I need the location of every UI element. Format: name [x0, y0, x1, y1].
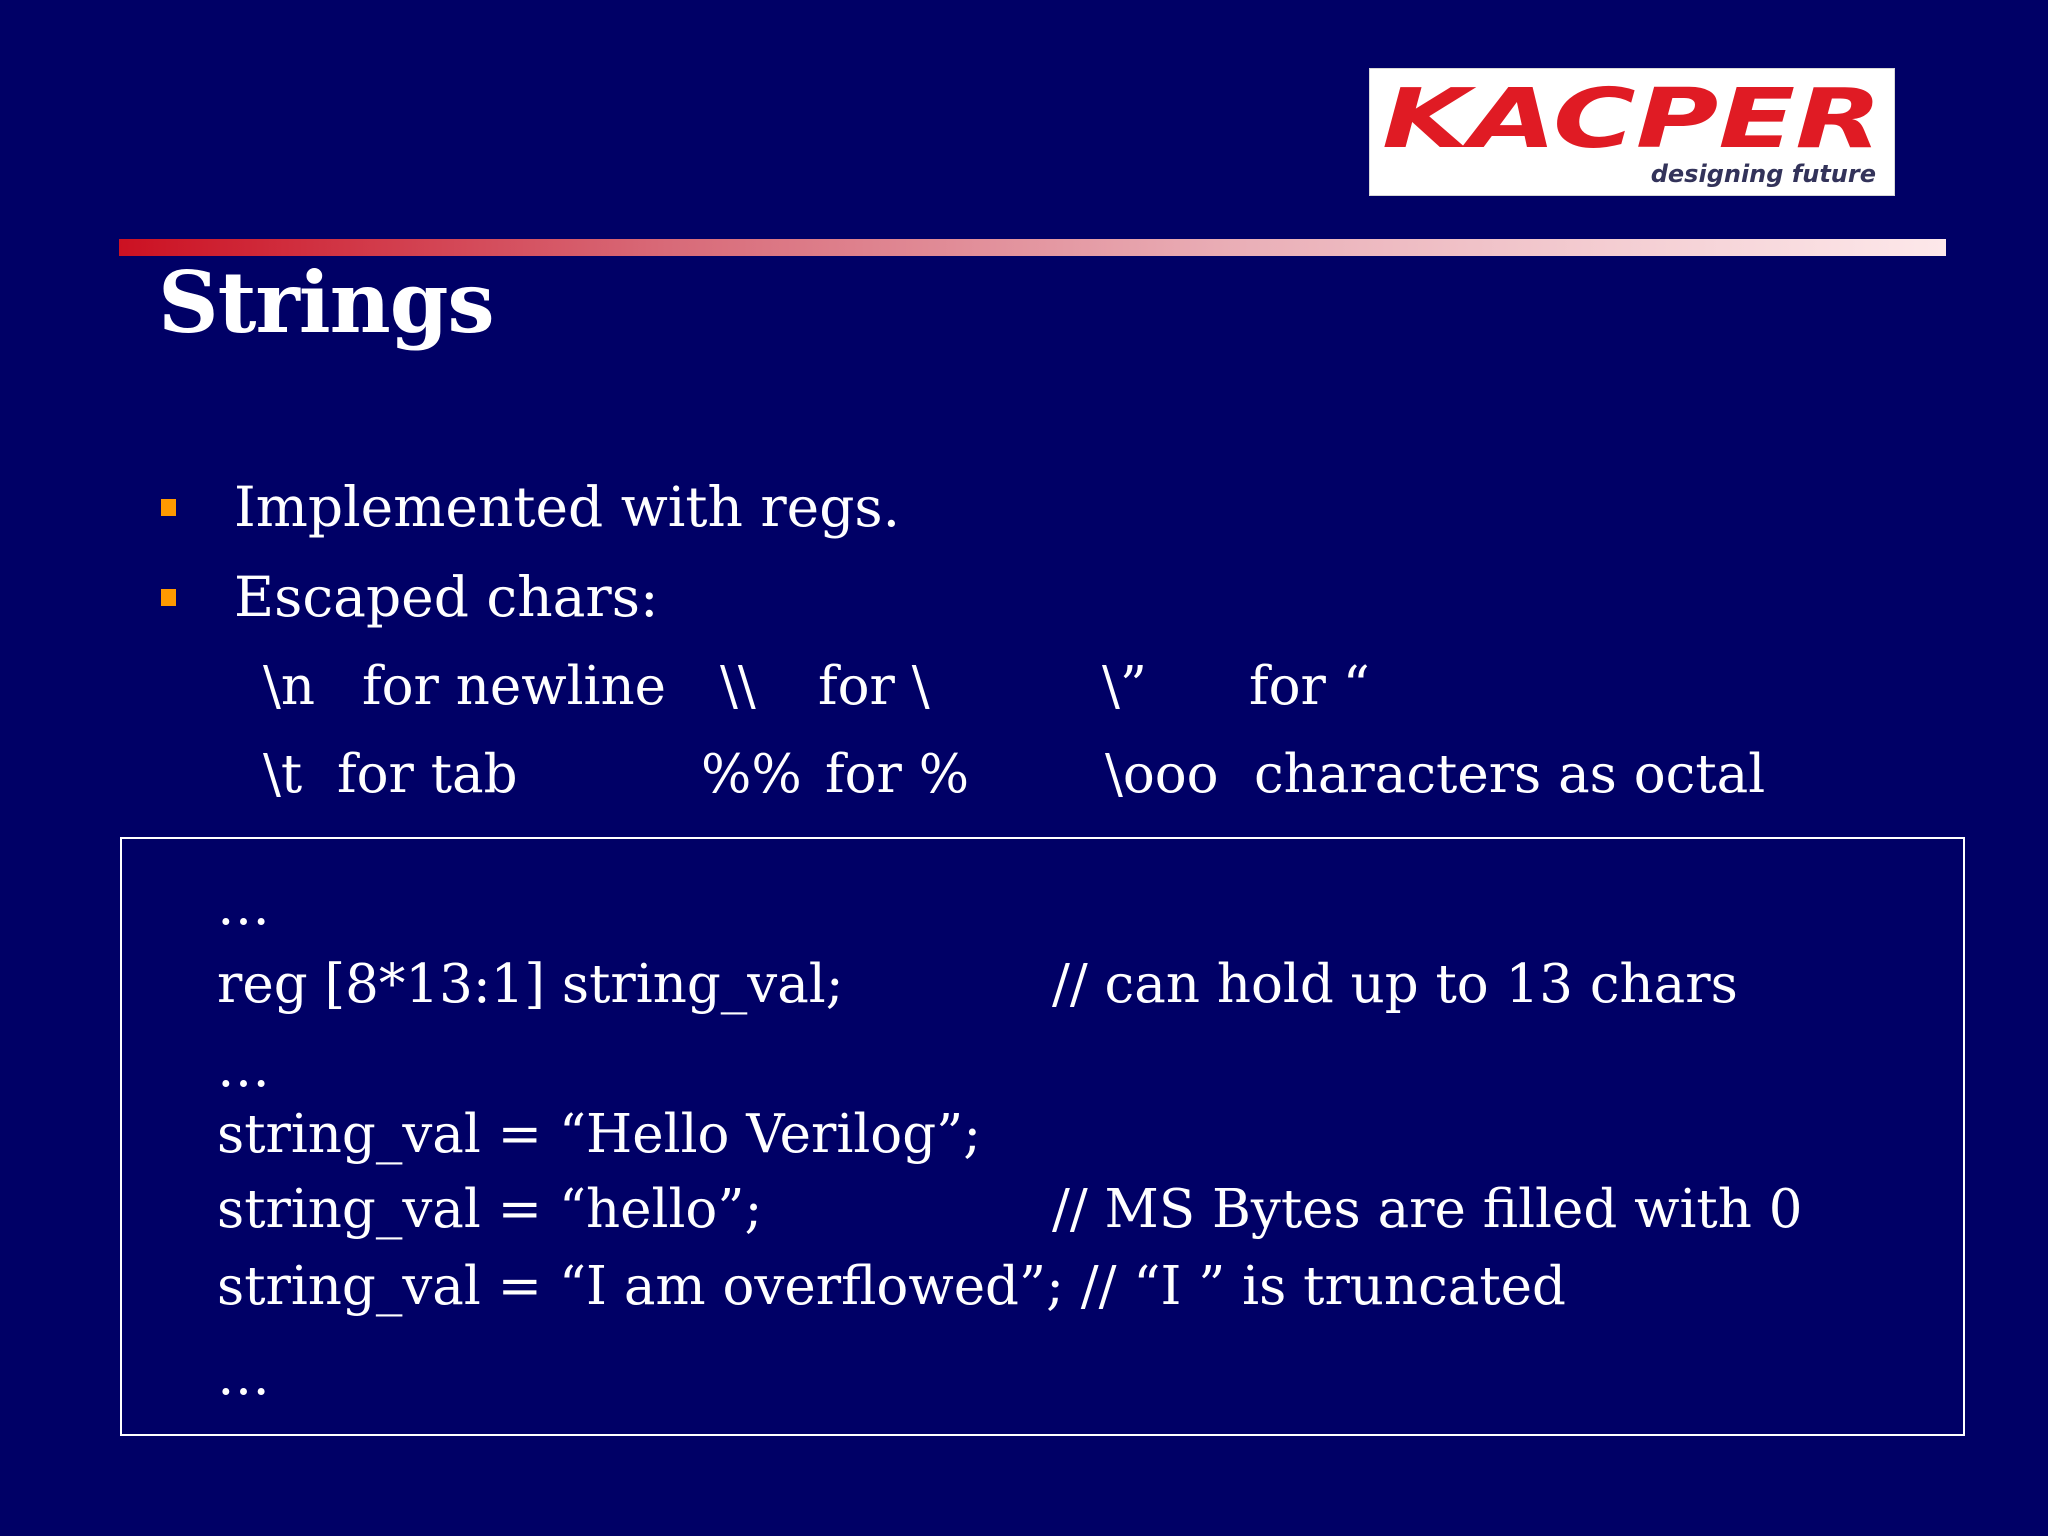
code-comment: // MS Bytes are filled with 0 [1052, 1178, 1803, 1240]
logo-wordmark-text: KACPER [1382, 75, 1882, 161]
escape-backslash-desc: for \ [818, 655, 930, 717]
code-line: … [217, 1345, 270, 1407]
logo-tagline-text: designing future [1650, 160, 1876, 188]
code-line: string_val = “I am overflowed”; // “I ” is truncated [217, 1255, 1566, 1317]
escape-percent-code: %% [701, 743, 802, 805]
escape-quote-desc: for “ [1249, 655, 1370, 717]
escape-octal-desc: characters as octal [1254, 743, 1766, 805]
code-line: string_val = “hello”; [217, 1178, 763, 1240]
bullet-text: Implemented with regs. [234, 474, 901, 539]
bullet-item [161, 467, 900, 547]
code-line: … [217, 875, 270, 937]
escape-backslash-code: \\ [720, 655, 756, 717]
escape-percent-desc: for % [825, 743, 970, 805]
square-bullet-icon [161, 499, 176, 516]
slide-title: Strings [158, 253, 494, 352]
code-line: string_val = “Hello Verilog”; [217, 1103, 982, 1165]
escape-tab-code: \t [263, 743, 303, 805]
escape-newline-desc: for newline [362, 655, 666, 717]
escape-tab-desc: for tab [337, 743, 518, 805]
code-line: reg [8*13:1] string_val; [217, 953, 844, 1015]
escape-quote-code: \” [1102, 655, 1147, 717]
bullet-text: Escaped chars: [234, 564, 659, 629]
kacper-tagline [1376, 75, 1888, 191]
kacper-logo [1369, 68, 1895, 196]
escape-newline-code: \n [263, 655, 315, 717]
code-comment: // can hold up to 13 chars [1052, 953, 1738, 1015]
escape-octal-code: \ooo [1105, 743, 1219, 805]
bullet-item [161, 557, 658, 637]
square-bullet-icon [161, 589, 176, 606]
code-line: … [217, 1037, 270, 1099]
